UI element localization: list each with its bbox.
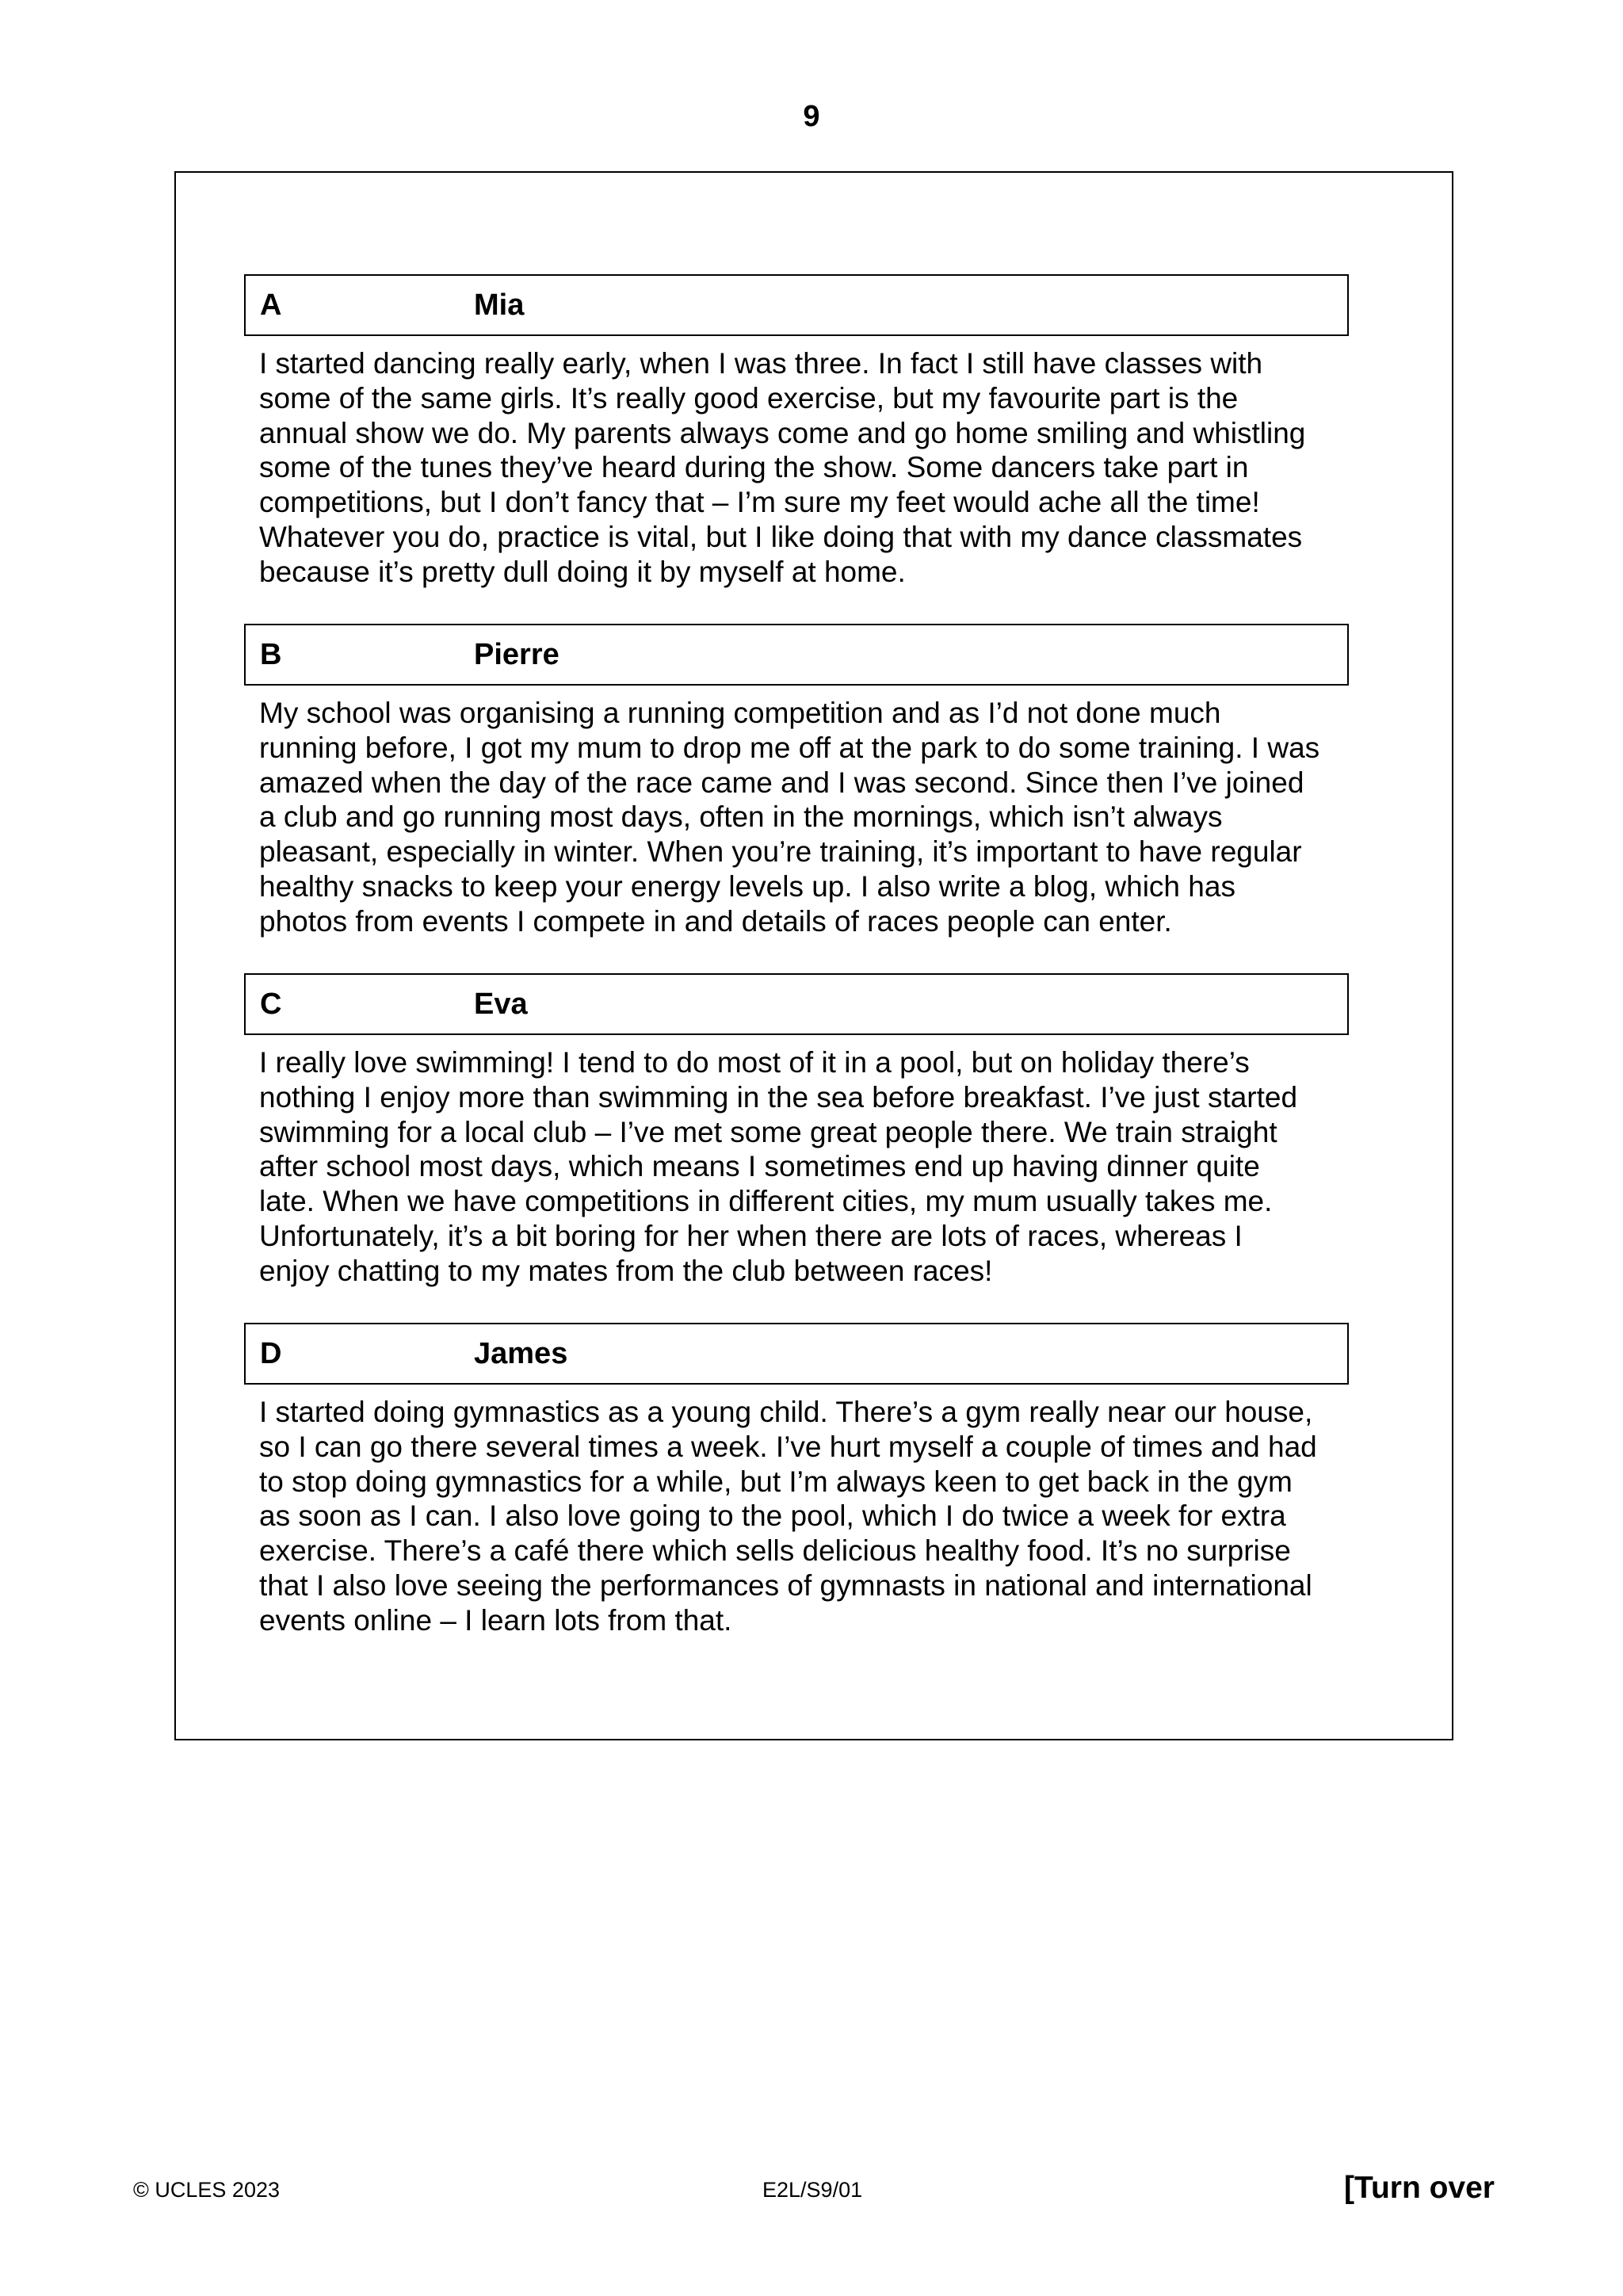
text-line: Whatever you do, practice is vital, but I like doing that with my dance classmates [259,520,1303,553]
text-line: pleasant, especially in winter. When you’re training, it’s important to have regular [259,835,1302,869]
section-header-b [244,624,1349,686]
text-line: some of the same girls. It’s really good exercise, but my favourite part is the [259,381,1239,415]
text-line: I started dancing really early, when I was three. In fact I still have classes with [259,347,1263,380]
section-letter: A [260,288,282,322]
text-line: I really love swimming! I tend to do most of it in a pool, but on holiday there’s [259,1046,1250,1079]
text-line: because it’s pretty dull doing it by myself at home. [259,555,906,588]
section-name: Pierre [474,638,559,671]
section-name: Mia [474,288,525,322]
text-line: enjoy chatting to my mates from the club between races! [259,1254,993,1287]
section-letter: B [260,638,282,671]
text-line: swimming for a local club – I’ve met some great people there. We train straight [259,1115,1277,1148]
text-line: photos from events I compete in and details of races people can enter. [259,904,1172,938]
text-line: Unfortunately, it’s a bit boring for her when there are lots of races, whereas I [259,1219,1243,1252]
section-letter: D [260,1337,282,1370]
section-body-b [259,696,1361,939]
section-header-a [244,274,1349,336]
section-header-c [244,973,1349,1035]
text-line: annual show we do. My parents always come and go home smiling and whistling [259,416,1306,449]
section-body-c [259,1045,1361,1289]
text-line: events online – I learn lots from that. [259,1603,732,1637]
text-line: amazed when the day of the race came and I was second. Since then I’ve joined [259,766,1304,799]
text-line: so I can go there several times a week. I’ve hurt myself a couple of times and had [259,1430,1317,1463]
text-line: competitions, but I don’t fancy that – I’m sure my feet would ache all the time! [259,486,1260,519]
text-line: after school most days, which means I sometimes end up having dinner quite [259,1150,1260,1183]
text-line: as soon as I can. I also love going to the pool, which I do twice a week for extra [259,1499,1286,1533]
text-line: a club and go running most days, often in the mornings, which isn’t always [259,800,1223,834]
text-line: I started doing gymnastics as a young child. There’s a gym really near our house, [259,1396,1313,1428]
section-name: Eva [474,988,528,1021]
text-line: some of the tunes they’ve heard during the show. Some dancers take part in [259,451,1249,484]
page-number: 9 [803,100,820,133]
footer-turn-over: [Turn over [1344,2171,1495,2205]
section-letter: C [260,988,282,1021]
text-line: My school was organising a running competition and as I’d not done much [259,697,1221,729]
text-line: nothing I enjoy more than swimming in the sea before breakfast. I’ve just started [259,1080,1298,1114]
footer-paper-code: E2L/S9/01 [762,2178,863,2202]
text-line: to stop doing gymnastics for a while, but I’m always keen to get back in the gym [259,1465,1293,1498]
footer-copyright: © UCLES 2023 [133,2178,280,2202]
section-header-d [244,1323,1349,1385]
text-line: running before, I got my mum to drop me off at the park to do some training. I was [259,731,1320,764]
section-body-a [259,346,1361,590]
text-line: healthy snacks to keep your energy levels up. I also write a blog, which has [259,869,1235,903]
section-body-d [259,1395,1361,1638]
text-line: late. When we have competitions in different cities, my mum usually takes me. [259,1185,1273,1218]
text-line: exercise. There’s a café there which sells delicious healthy food. It’s no surprise [259,1534,1291,1568]
section-name: James [474,1337,568,1370]
text-line: that I also love seeing the performances of gymnasts in national and international [259,1568,1312,1602]
